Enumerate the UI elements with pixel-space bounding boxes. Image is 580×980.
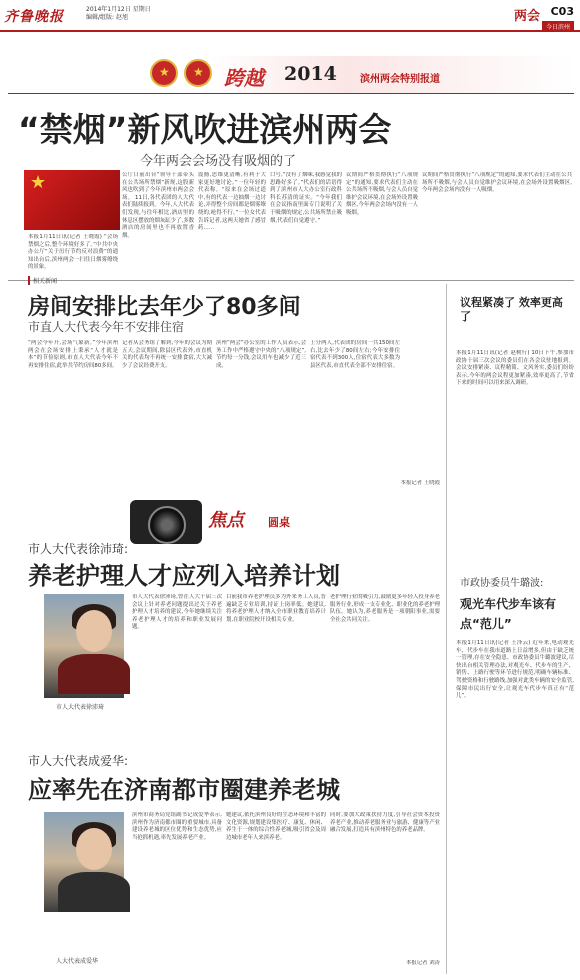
photo-caption: ★ 两会新风 [52,381,89,391]
portrait-face [76,610,112,652]
lead-headline: “禁烟”新风吹进滨州两会 [18,110,392,149]
issue-date: 2014年1月12日 星期日 [86,6,151,13]
roundtable-label: 圆桌 [268,516,290,529]
portrait-face [76,828,112,870]
sidebar1-headline: 议程紧凑了 效率更高了 [460,296,563,323]
story4-body-col2: 她建议,依托滨州良好的生态环境和丰富的文化资源,规划建设集医疗、康复、休闲、养生于一体的综合性养老城,吸引省会及周边城市老年人来滨养老。 [226,812,326,841]
story2-body-col4: 上分两人,代表团的房间一共150间左右,比去年少了80间左右;今年安排住宿代表不到300人,住宿代表大多数为县区代表,市直代表全部不安排住宿。 [310,340,400,369]
focus-roundtable-banner [130,500,310,544]
story4-byline: 本报记者 刘涛 [405,960,440,966]
section-divider [8,280,574,281]
party-emblem-icon [184,59,212,87]
lead-dateline-block [28,234,118,282]
portrait-body [58,872,130,912]
story2-body-col3: 滨州“两会”办公室的工作人员表示,会务工作中严格遵守中央的“八项规定”,节约每一分钱,会议用车也减少了近三成。 [216,340,306,369]
focus-label: 焦点 [208,510,244,531]
story3-body-col3: 老护理行业的吸引力,鼓励更多年轻人投身养老服务行业,形成一支专业化、职业化的养老护理队伍。她认为,养老服务是一项朝阳事业,需要全社会共同关注。 [330,594,440,623]
sidebar2-kicker: 市政协委员牛璐波: [460,578,544,589]
page-code: C03 [550,5,574,18]
national-emblem-icon [150,59,178,87]
banner-year: 2014 [284,63,337,85]
story3-body-col2: 目前我市养老护理员多为外来务工人员,普遍缺乏专业培训,持证上岗率低。她建议,将养老护理人才纳入全市职业教育培养计划,在职业院校开设相关专业。 [226,594,326,623]
column-divider [446,284,447,974]
masthead [0,0,580,32]
story2-subhead: 市直人大代表今年不安排住宿 [28,320,185,334]
story4-body-col3: 同时,要加大政策扶持力度,引导社会资本投资养老产业,推动养老服务业与旅游、健康等产业融合发展,打造具有滨州特色的养老品牌。 [330,812,440,834]
lead-body-col5: 议期间严格贯彻执行“八项规定”的通知,要求代表们主动在公共场所不吸烟,与会人员自觉维护会议环境,在会场外设置吸烟区,今年两会会场内没有一人吸烟。 [346,172,418,216]
lead-subhead: 今年两会会场没有吸烟的了 [140,154,297,169]
story2-body-col1: “两会今年开,会场气象新。”今年滨州两会在会场安排上秉承“人才就是本”的节俭原则,市直人大代表今年不再安排住宿,此举共节约房间80多间。 [28,340,118,369]
story4-body-col1: 滨州市商务局党组副书记成爱华表示,滨州作为济南都市圈的重要城市,具备建设养老城的区位优势和生态优势,应当抢抓机遇,率先发展养老产业。 [132,812,222,841]
story3-headline: 养老护理人才应列入培养计划 [28,562,340,590]
portrait-body [58,654,130,694]
portrait-photo-cheng [44,812,124,912]
sidebar1-body: 本报1月11日讯(记者 赵树行) 10日下午,参加市政协十届三次会议的委员们在各会议驻地报到。会议安排紧凑、议程精简、文风务实,委员们纷纷表示,今年的两会议程更加紧凑,效率更高了,节省下来的时间可以用来深入调研。 [456,350,574,387]
lead-body-col4: 口号,“没有了烟味,我感觉我的思路好多了。”代表们的话语得到了滨州市人大办公室行政科科长苏清的证实。“今年我们在会议指南里面专门说明了关于吸烟的规定,公共场所禁止吸烟,代表们自觉遵守。” [270,172,342,224]
story2-byline: 本报记者 王晓霞 [400,480,440,486]
section-subtitle: 今日滨州 [542,21,574,32]
sidebar2-body: 本报1月11日讯(记者 王泽云) 近年来,电动观光车、代步车在我市道路上日益增多,但由于缺乏统一管理,存在安全隐患。市政协委员牛璐波建议,尽快出台相关管理办法,对观光车、代步车的生产、销售、上路行驶等环节进行规范,明确车辆标准、驾驶资格和行驶路线,加强对此类车辆的安全监管,保障市民出行安全,让观光车代步车真正有“范儿”。 [456,640,574,700]
story3-body-col1: 市人大代表徐沛琦,曾在人大十届三次会议上针对养老问题提出过关于养老护理人才培养的建议,今年她继续关注养老护理人才的培养和职业发展问题。 [132,594,222,631]
date-line [86,6,151,22]
photo-caption-xu: 市人大代表徐沛琦 [56,704,105,711]
section-name: 两会 [513,9,540,24]
photo-caption-cheng: 人大代表成爱华 [56,958,99,965]
portrait-photo-xu [44,594,124,698]
lead-body-col2: 公厅日前出台“领导干部带头在公共场所禁烟”新规,这股新风也吹到了今年滨州市两会会场。 11日,各代表团的人大代表们陆续报到。今年,人大代表们发现,与往年相比,酒店里的休息区摆放的烟灰缸少了,多数酒店的房间里也不再放置香烟。 [122,172,194,239]
story4-headline: 应率先在济南都市圈建养老城 [28,776,340,804]
editor-line: 编辑/组版: 赵旭 [86,14,128,21]
related-news-tag: 相关新闻 [28,276,57,285]
camera-icon [130,500,202,544]
sidebar2-headline: 观光车代步车该有点“范儿” [460,597,557,631]
lead-dateline: 本报1月11日讯(记者 王晓霞) [28,234,102,240]
lead-body-col1: “会场禁烟之后,整个环境好多了。”中共中央办公厅“关于厉行节约反对浪费”的通知出台后,滨州两会一扫往日烟雾缭绕的景象。 [28,234,118,271]
story2-headline: 房间安排比去年少了80多间 [28,295,301,320]
story2-body-col2: 记者从会务组了解到,今年的会议为期五天,会议期间,除县区代表外,市直机关的代表均不再统一安排食宿,大大减少了会议经费开支。 [122,340,212,369]
story4-kicker: 市人大代表成爱华: [28,754,129,768]
lead-body-col3: 震撼,思维更清晰,有利于大家更好地讨论。”一位年轻的代表称。“原来在会场过道中,有的代表一边抽烟一边讨论,弄得整个房间都是烟雾缭绕的,呛得不行。”一位女代表告诉记者,这两天她省了感冒药…… [198,172,266,232]
banner-brand: 跨越 [224,66,264,90]
lead-body-col5b: 议期间严格贯彻执行“八项规定”的通知,要求代表们主动在公共场所不吸烟,与会人员自觉维护会议环境,在会场外设置吸烟区,今年两会会场内没有一人吸烟。 [422,172,572,194]
story3-kicker: 市人大代表徐沛琦: [28,542,129,556]
special-report-banner [8,56,574,94]
banner-title: 滨州两会特别报道 [360,74,440,85]
newspaper-logo: 齐鲁晚报 [4,9,64,25]
